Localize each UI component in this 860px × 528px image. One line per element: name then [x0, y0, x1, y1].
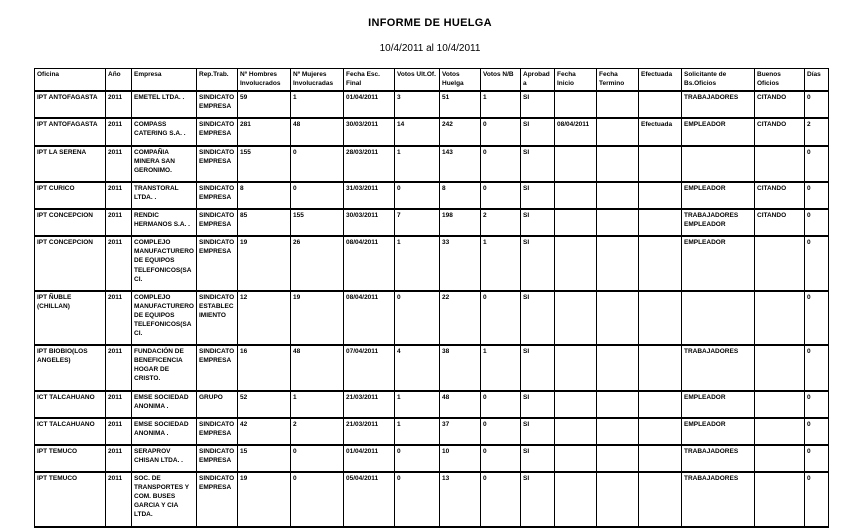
table-cell: 0: [805, 209, 829, 236]
table-cell: IPT BIOBIO(LOS ANGELES): [35, 345, 106, 390]
table-cell: 2011: [106, 445, 132, 472]
table-cell: 0: [481, 418, 521, 445]
table-cell: 0: [481, 291, 521, 345]
table-row: [35, 391, 829, 418]
table-cell: [597, 91, 639, 118]
table-cell: SERAPROV CHISAN LTDA. .: [132, 445, 197, 472]
table-row: [35, 91, 829, 118]
table-cell: CITANDO: [755, 118, 805, 145]
table-cell: 0: [805, 391, 829, 418]
table-cell: 2011: [106, 472, 132, 526]
table-cell: 2011: [106, 146, 132, 182]
table-cell: 1: [291, 91, 344, 118]
table-row: [35, 345, 829, 390]
table-row: [35, 472, 829, 526]
table-cell: EMSE SOCIEDAD ANONIMA .: [132, 391, 197, 418]
table-row: [35, 291, 829, 345]
table-cell: 19: [238, 236, 291, 290]
table-cell: [555, 391, 597, 418]
table-cell: SI: [521, 445, 555, 472]
table-cell: 30/03/2011: [344, 209, 395, 236]
table-cell: [597, 146, 639, 182]
table-cell: [639, 146, 682, 182]
table-cell: IPT ÑUBLE (CHILLAN): [35, 291, 106, 345]
table-cell: [639, 91, 682, 118]
table-cell: 2011: [106, 291, 132, 345]
table-cell: 31/03/2011: [344, 182, 395, 209]
table-cell: SINDICATO EMPRESA: [197, 146, 238, 182]
table-cell: 0: [805, 472, 829, 526]
table-cell: SINDICATO EMPRESA: [197, 445, 238, 472]
table-cell: 01/04/2011: [344, 91, 395, 118]
table-cell: SINDICATO EMPRESA: [197, 472, 238, 526]
table-cell: ICT TALCAHUANO: [35, 391, 106, 418]
table-cell: 08/04/2011: [344, 236, 395, 290]
column-header: Buenos Oficios: [755, 69, 805, 92]
table-cell: 7: [395, 209, 440, 236]
strike-report-table: [34, 68, 829, 528]
table-cell: [755, 345, 805, 390]
report-date-range: 10/4/2011 al 10/4/2011: [379, 43, 481, 54]
column-header: Votos N/B: [481, 69, 521, 92]
table-cell: [597, 118, 639, 145]
table-cell: SI: [521, 209, 555, 236]
table-row: [35, 146, 829, 182]
table-cell: 0: [291, 472, 344, 526]
table-cell: Efectuada: [639, 118, 682, 145]
table-cell: SINDICATO EMPRESA: [197, 236, 238, 290]
table-cell: IPT CONCEPCION: [35, 236, 106, 290]
table-cell: 2: [291, 418, 344, 445]
table-cell: FUNDACIÓN DE BENEFICENCIA HOGAR DE CRISTO.: [132, 345, 197, 390]
table-cell: IPT ANTOFAGASTA: [35, 91, 106, 118]
table-cell: 8: [440, 182, 481, 209]
table-cell: [555, 91, 597, 118]
table-cell: IPT TEMUCO: [35, 472, 106, 526]
table-cell: 85: [238, 209, 291, 236]
table-cell: SI: [521, 182, 555, 209]
table-cell: SI: [521, 236, 555, 290]
table-cell: SI: [521, 146, 555, 182]
table-cell: [639, 391, 682, 418]
table-row: [35, 445, 829, 472]
table-cell: 48: [440, 391, 481, 418]
table-cell: SINDICATO EMPRESA: [197, 418, 238, 445]
table-cell: 0: [805, 91, 829, 118]
table-cell: 2011: [106, 209, 132, 236]
column-header: Nº Mujeres Involucradas: [291, 69, 344, 92]
table-cell: COMPAÑIA MINERA SAN GERONIMO.: [132, 146, 197, 182]
table-cell: [755, 445, 805, 472]
table-cell: 1: [395, 146, 440, 182]
table-cell: 0: [291, 146, 344, 182]
table-cell: 0: [395, 291, 440, 345]
table-cell: EMPLEADOR: [682, 182, 755, 209]
table-cell: 30/03/2011: [344, 118, 395, 145]
table-cell: 48: [291, 345, 344, 390]
column-header: Días: [805, 69, 829, 92]
table-cell: 0: [805, 445, 829, 472]
table-row: [35, 236, 829, 290]
table-cell: 281: [238, 118, 291, 145]
column-header: Solicitante de Bs.Oficios: [682, 69, 755, 92]
table-cell: 13: [440, 472, 481, 526]
table-cell: [597, 472, 639, 526]
table-cell: [555, 182, 597, 209]
table-cell: 37: [440, 418, 481, 445]
table-cell: 2011: [106, 418, 132, 445]
table-cell: IPT LA SERENA: [35, 146, 106, 182]
table-cell: 19: [238, 472, 291, 526]
table-cell: SOC. DE TRANSPORTES Y COM. BUSES GARCIA Y CIA LTDA.: [132, 472, 197, 526]
table-cell: 0: [805, 291, 829, 345]
table-cell: 2011: [106, 91, 132, 118]
table-cell: IPT TEMUCO: [35, 445, 106, 472]
column-header: Año: [106, 69, 132, 92]
table-cell: CITANDO: [755, 182, 805, 209]
column-header: Votos Ult.Of.: [395, 69, 440, 92]
table-cell: [639, 182, 682, 209]
table-cell: SINDICATO EMPRESA: [197, 345, 238, 390]
table-cell: 38: [440, 345, 481, 390]
table-cell: SI: [521, 91, 555, 118]
table-cell: 0: [481, 391, 521, 418]
page-title: INFORME DE HUELGA: [368, 17, 492, 29]
table-cell: EMPLEADOR: [682, 418, 755, 445]
column-header: Empresa: [132, 69, 197, 92]
table-body: [35, 91, 829, 526]
table-cell: 155: [238, 146, 291, 182]
table-cell: [597, 345, 639, 390]
table-cell: 07/04/2011: [344, 345, 395, 390]
table-cell: [555, 209, 597, 236]
table-cell: 0: [805, 146, 829, 182]
table-cell: 0: [805, 418, 829, 445]
table-cell: [639, 345, 682, 390]
table-cell: [597, 418, 639, 445]
table-cell: [555, 291, 597, 345]
table-cell: 2011: [106, 345, 132, 390]
table-cell: SINDICATO EMPRESA: [197, 209, 238, 236]
table-cell: CITANDO: [755, 209, 805, 236]
table-cell: TRABAJADORES: [682, 345, 755, 390]
table-cell: SI: [521, 472, 555, 526]
table-cell: 2: [481, 209, 521, 236]
table-cell: [597, 291, 639, 345]
table-row: [35, 418, 829, 445]
table-cell: 05/04/2011: [344, 472, 395, 526]
table-cell: 0: [481, 146, 521, 182]
table-cell: 21/03/2011: [344, 418, 395, 445]
table-cell: [682, 291, 755, 345]
table-cell: 198: [440, 209, 481, 236]
table-cell: [755, 418, 805, 445]
table-cell: 59: [238, 91, 291, 118]
table-cell: SI: [521, 345, 555, 390]
table-cell: [639, 236, 682, 290]
table-cell: 1: [395, 236, 440, 290]
table-cell: EMPLEADOR: [682, 118, 755, 145]
table-cell: 22: [440, 291, 481, 345]
table-cell: SI: [521, 291, 555, 345]
table-cell: TRABAJADORES: [682, 472, 755, 526]
table-header-row: [35, 69, 829, 92]
table-cell: 33: [440, 236, 481, 290]
table-cell: EMPLEADOR: [682, 391, 755, 418]
table-cell: 8: [238, 182, 291, 209]
table-cell: RENDIC HERMANOS S.A. .: [132, 209, 197, 236]
table-cell: [555, 418, 597, 445]
table-cell: 0: [805, 182, 829, 209]
table-cell: 0: [481, 472, 521, 526]
column-header: Fecha Esc. Final: [344, 69, 395, 92]
table-cell: 1: [291, 391, 344, 418]
table-cell: 0: [395, 182, 440, 209]
table-cell: 1: [481, 345, 521, 390]
table-cell: 2011: [106, 182, 132, 209]
table-cell: [755, 236, 805, 290]
table-cell: TRABAJADORES EMPLEADOR: [682, 209, 755, 236]
table-cell: SINDICATO EMPRESA: [197, 118, 238, 145]
column-header: Oficina: [35, 69, 106, 92]
table-cell: 0: [291, 182, 344, 209]
table-cell: 1: [395, 418, 440, 445]
table-cell: [597, 182, 639, 209]
column-header: Fecha Termino: [597, 69, 639, 92]
table-cell: TRABAJADORES: [682, 91, 755, 118]
table-cell: [597, 209, 639, 236]
table-cell: 26: [291, 236, 344, 290]
table-cell: 0: [805, 236, 829, 290]
table-cell: TRANSTORAL LTDA. .: [132, 182, 197, 209]
table-cell: 2011: [106, 118, 132, 145]
table-cell: 0: [481, 182, 521, 209]
table-cell: GRUPO: [197, 391, 238, 418]
column-header: Nº Hombres Involucrados: [238, 69, 291, 92]
table-cell: 52: [238, 391, 291, 418]
table-cell: SINDICATO EMPRESA: [197, 182, 238, 209]
table-cell: [755, 146, 805, 182]
table-cell: 0: [805, 345, 829, 390]
table-cell: [597, 445, 639, 472]
table-cell: [555, 445, 597, 472]
table-cell: IPT CURICO: [35, 182, 106, 209]
table-cell: 2011: [106, 236, 132, 290]
table-cell: 21/03/2011: [344, 391, 395, 418]
table-cell: [555, 472, 597, 526]
table-cell: 4: [395, 345, 440, 390]
table-cell: [597, 391, 639, 418]
table-cell: [755, 391, 805, 418]
column-header: Rep.Trab.: [197, 69, 238, 92]
table-cell: 10: [440, 445, 481, 472]
table-cell: CITANDO: [755, 91, 805, 118]
table-cell: 143: [440, 146, 481, 182]
table-cell: [639, 472, 682, 526]
table-cell: 16: [238, 345, 291, 390]
column-header: Fecha Inicio: [555, 69, 597, 92]
table-cell: 42: [238, 418, 291, 445]
table-cell: 1: [395, 391, 440, 418]
report-page: [0, 17, 860, 528]
table-cell: 0: [395, 445, 440, 472]
table-cell: 0: [481, 118, 521, 145]
table-cell: 08/04/2011: [555, 118, 597, 145]
table-cell: 28/03/2011: [344, 146, 395, 182]
table-cell: IPT ANTOFAGASTA: [35, 118, 106, 145]
table-cell: COMPASS CATERING S.A. .: [132, 118, 197, 145]
table-row: [35, 209, 829, 236]
table-cell: 0: [481, 445, 521, 472]
table-cell: 0: [291, 445, 344, 472]
table-cell: 08/04/2011: [344, 291, 395, 345]
table-cell: [639, 291, 682, 345]
table-cell: 14: [395, 118, 440, 145]
table-cell: [755, 291, 805, 345]
table-cell: [555, 236, 597, 290]
table-cell: EMETEL LTDA. .: [132, 91, 197, 118]
table-cell: 12: [238, 291, 291, 345]
table-cell: SI: [521, 391, 555, 418]
table-cell: 242: [440, 118, 481, 145]
table-cell: 2011: [106, 391, 132, 418]
table-row: [35, 182, 829, 209]
table-cell: 1: [481, 236, 521, 290]
table-cell: 19: [291, 291, 344, 345]
column-header: Aprobada: [521, 69, 555, 92]
table-cell: 3: [395, 91, 440, 118]
table-cell: 48: [291, 118, 344, 145]
table-cell: [597, 236, 639, 290]
table-row: [35, 118, 829, 145]
table-cell: SINDICATO EMPRESA: [197, 91, 238, 118]
table-cell: [639, 418, 682, 445]
table-cell: 1: [481, 91, 521, 118]
table-cell: [755, 472, 805, 526]
table-cell: [555, 345, 597, 390]
column-header: Efectuada: [639, 69, 682, 92]
table-cell: 0: [395, 472, 440, 526]
column-header: Votos Huelga: [440, 69, 481, 92]
table-cell: SI: [521, 118, 555, 145]
table-cell: EMPLEADOR: [682, 236, 755, 290]
table-cell: 51: [440, 91, 481, 118]
table-cell: TRABAJADORES: [682, 445, 755, 472]
table-cell: [682, 146, 755, 182]
table-cell: [639, 209, 682, 236]
table-cell: 2: [805, 118, 829, 145]
table-cell: COMPLEJO MANUFACTURERO DE EQUIPOS TELEFONICOS(SACI.: [132, 236, 197, 290]
table-cell: SINDICATO ESTABLECIMIENTO: [197, 291, 238, 345]
table-cell: [639, 445, 682, 472]
table-cell: EMSE SOCIEDAD ANONIMA .: [132, 418, 197, 445]
table-cell: IPT CONCEPCION: [35, 209, 106, 236]
table-cell: 155: [291, 209, 344, 236]
table-cell: COMPLEJO MANUFACTURERO DE EQUIPOS TELEFONICOS(SACI.: [132, 291, 197, 345]
table-cell: [555, 146, 597, 182]
table-cell: SI: [521, 418, 555, 445]
report-table-container: [34, 68, 860, 528]
table-cell: 01/04/2011: [344, 445, 395, 472]
table-cell: 15: [238, 445, 291, 472]
table-cell: ICT TALCAHUANO: [35, 418, 106, 445]
